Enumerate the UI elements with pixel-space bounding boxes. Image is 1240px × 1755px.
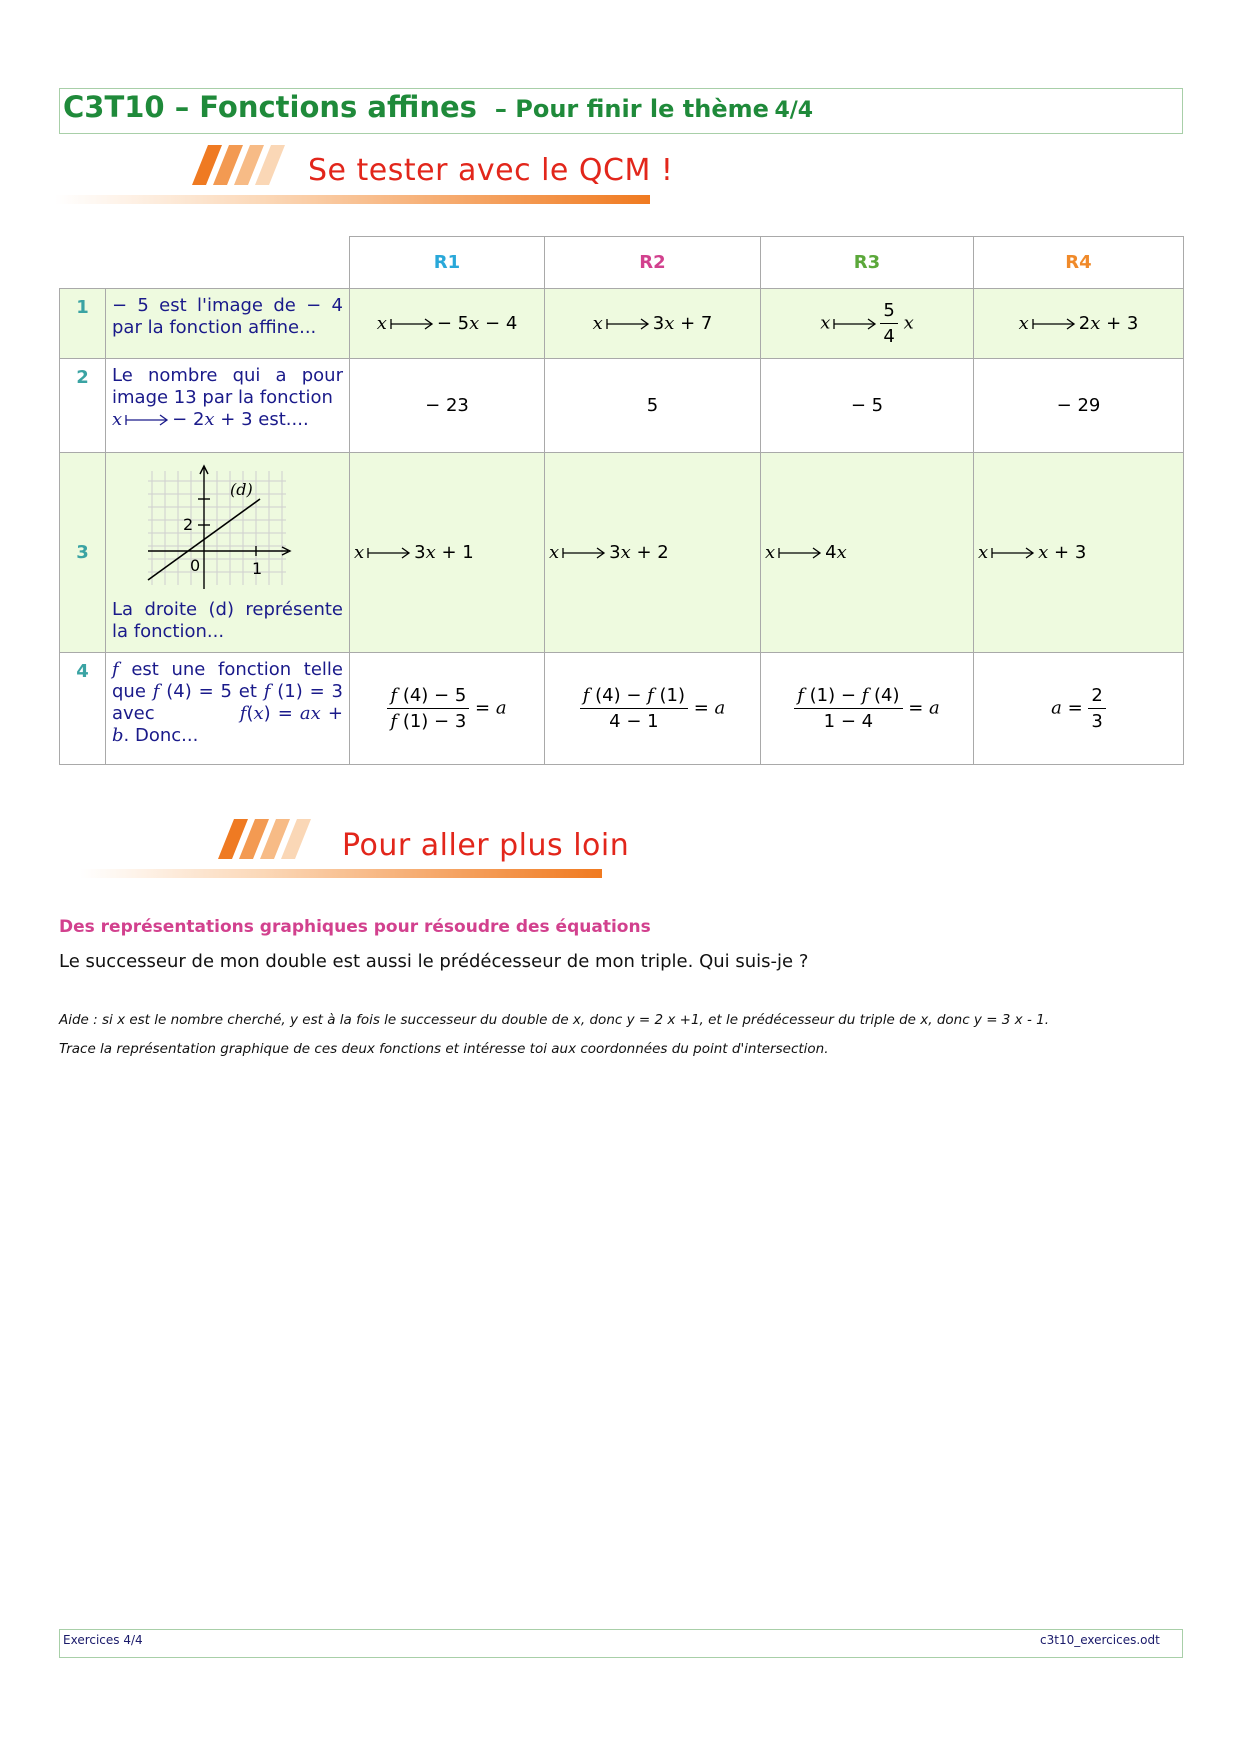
answer-r3: x 4x [761,453,974,653]
aide-text-1: Aide : si x est le nombre cherché, y est à la fois le successeur du double de x, donc y = 2 x +1, et le prédécesseur du triple de x, donc y = 3 x - 1. [59,1012,1050,1028]
qcm-table [59,236,1184,765]
header-r2: R2 [545,237,761,289]
page-title [63,90,813,124]
section-title: Des représentations graphiques pour résoudre des équations [59,917,651,937]
footer-frame [59,1629,1183,1658]
table-row [60,653,1184,765]
answer-r2: x 3x + 7 [545,289,761,359]
question-caption: La droite (d) représente la fonction... [112,599,343,642]
answer-r4: a = $\frac{2}{3}$ [974,653,1184,765]
answer-r3: x $\frac{5}{4}$ x [761,289,974,359]
page-indicator: 4/4 [774,98,814,123]
question-number: 2 [60,359,106,453]
answer-r2: 5 [545,359,761,453]
question-number: 4 [60,653,106,765]
table-header-row [60,237,1184,289]
graph-origin: 0 [190,556,201,575]
answer-r4: x 2x + 3 [974,289,1184,359]
section-text: Le successeur de mon double est aussi le prédécesseur de mon triple. Qui suis-je ? [59,951,809,972]
answer-r3: $\frac{f (1) - f (4)}{1 - 4}$ = a [761,653,974,765]
answer-r2: x 3x + 2 [545,453,761,653]
answer-r1: x − 5x − 4 [350,289,545,359]
graph-y-tick: 2 [183,515,194,534]
table-corner [60,237,350,289]
answer-r4: − 29 [974,359,1184,453]
chapter-subtitle: – Pour finir le thème [494,95,769,123]
header-r1: R1 [350,237,545,289]
question-text [106,453,350,653]
chapter-title: C3T10 – Fonctions affines [63,90,477,124]
answer-r1: − 23 [350,359,545,453]
qcm-banner-title: Se tester avec le QCM ! [308,153,674,188]
plus-loin-banner-title: Pour aller plus loin [342,828,630,863]
table-row [60,289,1184,359]
footer-right: c3t10_exercices.odt [1040,1633,1160,1647]
question-text-main: Le nombre qui a pour image 13 par la fonction [112,365,343,408]
graph-x-tick: 1 [252,559,263,578]
question-function: x [112,409,123,430]
question-number: 3 [60,453,106,653]
question-text: Le nombre qui a pour image 13 par la fonction x − 2x + 3 est.... [106,359,350,453]
header-r3: R3 [761,237,974,289]
question-text: − 5 est l'image de − 4 par la fonction affine... [106,289,350,359]
table-row [60,453,1184,653]
aide-text-2: Trace la représentation graphique de ces deux fonctions et intéresse toi aux coordonnées du point d'intersection. [59,1041,829,1057]
answer-r3: − 5 [761,359,974,453]
answer-r1: $\frac{f (4) - 5}{f (1) - 3}$ = a [350,653,545,765]
table-row [60,359,1184,453]
question-text: f est une fonction telle que f (4) = 5 et f (1) = 3 avec f(x) = ax + b. Donc... [106,653,350,765]
answer-r2: $\frac{f (4) - f (1)}{4 - 1}$ = a [545,653,761,765]
header-r4: R4 [974,237,1184,289]
graph-line-label: (d) [230,480,253,499]
graph-figure [142,461,302,591]
answer-r1: x 3x + 1 [350,453,545,653]
answer-r4: x x + 3 [974,453,1184,653]
footer-left: Exercices 4/4 [63,1633,143,1647]
question-number: 1 [60,289,106,359]
